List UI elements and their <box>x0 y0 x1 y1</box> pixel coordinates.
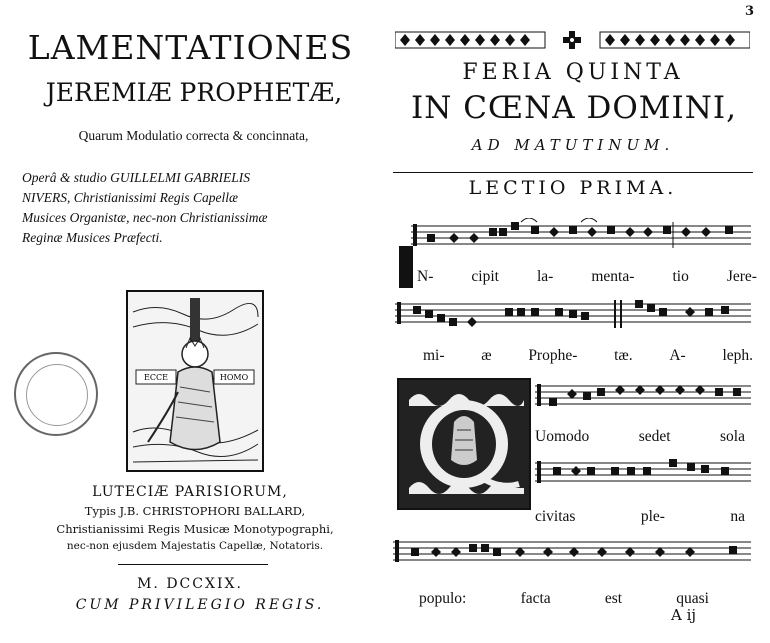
imprint-regis: Christianissimi Regis Musicæ Monotypographi, <box>56 522 334 536</box>
cross-ornament-icon <box>563 31 581 49</box>
lyric-word: menta- <box>591 268 635 285</box>
lyric-word: Prophe- <box>528 347 578 364</box>
lyrics-line-2 <box>423 347 753 365</box>
lyric-word: sedet <box>638 428 671 445</box>
imprint-divider <box>118 564 268 565</box>
publication-date: M. DCCXIX. <box>137 576 243 592</box>
staff-5 <box>393 534 751 568</box>
lyric-word: mi- <box>423 347 445 364</box>
lyric-word: populo: <box>419 590 467 607</box>
author-block <box>22 168 372 248</box>
book-subtitle: JEREMIÆ PROPHETÆ, <box>45 78 343 107</box>
heading-in-coena: IN CŒNA DOMINI, <box>410 90 738 126</box>
initial-q-ornament <box>399 380 529 508</box>
lyric-word: æ <box>481 347 492 364</box>
decorated-initial-Q <box>397 378 531 510</box>
lectio-rule <box>393 172 753 173</box>
lyric-word: est <box>604 590 623 607</box>
lyric-word: leph. <box>722 347 753 364</box>
initial-I <box>399 246 413 288</box>
heading-ad-matutinum: AD MATUTINUM. <box>471 136 675 154</box>
privilege-line: CUM PRIVILEGIO REGIS. <box>75 597 325 613</box>
lyric-word: facta <box>520 590 551 607</box>
lyric-word: tio <box>672 268 689 285</box>
imprint-city: LUTECIÆ PARISIORUM, <box>92 484 288 500</box>
line-opera: Operâ & studio GUILLELMI GABRIELIS <box>22 170 250 185</box>
title-page <box>0 0 383 643</box>
lyric-word: civitas <box>535 508 576 525</box>
lyric-word: na <box>730 508 745 525</box>
book-title: LAMENTATIONES <box>27 28 354 67</box>
lyric-word: cipit <box>471 268 499 285</box>
lyrics-line-4 <box>535 508 745 526</box>
ecce-homo-woodcut <box>126 290 264 472</box>
woodcut-image <box>128 292 262 470</box>
line-reginae: Reginæ Musices Præfecti. <box>22 230 163 245</box>
staff-3 <box>535 378 751 412</box>
lyric-word: ple- <box>640 508 665 525</box>
lyric-word: A- <box>669 347 686 364</box>
line-quarum: Quarum Modulatio correcta & concinnata, <box>78 128 309 143</box>
lyrics-line-1 <box>417 268 757 286</box>
lyric-word: N- <box>417 268 434 285</box>
lyric-word: tæ. <box>614 347 633 364</box>
line-musices: Musices Organistæ, nec-non Christianissimæ <box>22 210 268 225</box>
lyric-word: Uomodo <box>535 428 590 445</box>
line-nivers: NIVERS, Christianissimi Regis Capellæ <box>22 190 239 205</box>
lyric-word: Jere- <box>726 268 757 285</box>
lyrics-line-5 <box>419 590 709 608</box>
page-number: 3 <box>745 4 755 19</box>
staff-1 <box>411 218 751 252</box>
lyric-word: la- <box>536 268 554 285</box>
lyric-word: sola <box>720 428 745 445</box>
lectio-heading: LECTIO PRIMA. <box>468 177 678 199</box>
music-page <box>383 0 770 643</box>
staff-4 <box>535 455 751 489</box>
staff-2 <box>395 296 751 332</box>
imprint-nec: nec-non ejusdem Majestatis Capellæ, Notatoris. <box>66 540 324 552</box>
lyrics-line-3 <box>535 428 745 446</box>
heading-feria: FERIA QUINTA <box>462 60 684 85</box>
woodcut-label-left: ECCE <box>144 373 168 382</box>
woodcut-label-right: HOMO <box>219 373 249 382</box>
ornament-band <box>395 28 750 52</box>
lyric-word: quasi <box>676 590 709 607</box>
imprint-typis: Typis J.B. CHRISTOPHORI BALLARD, <box>84 504 306 518</box>
signature-mark: A ij <box>671 606 697 624</box>
library-stamp <box>14 352 98 436</box>
